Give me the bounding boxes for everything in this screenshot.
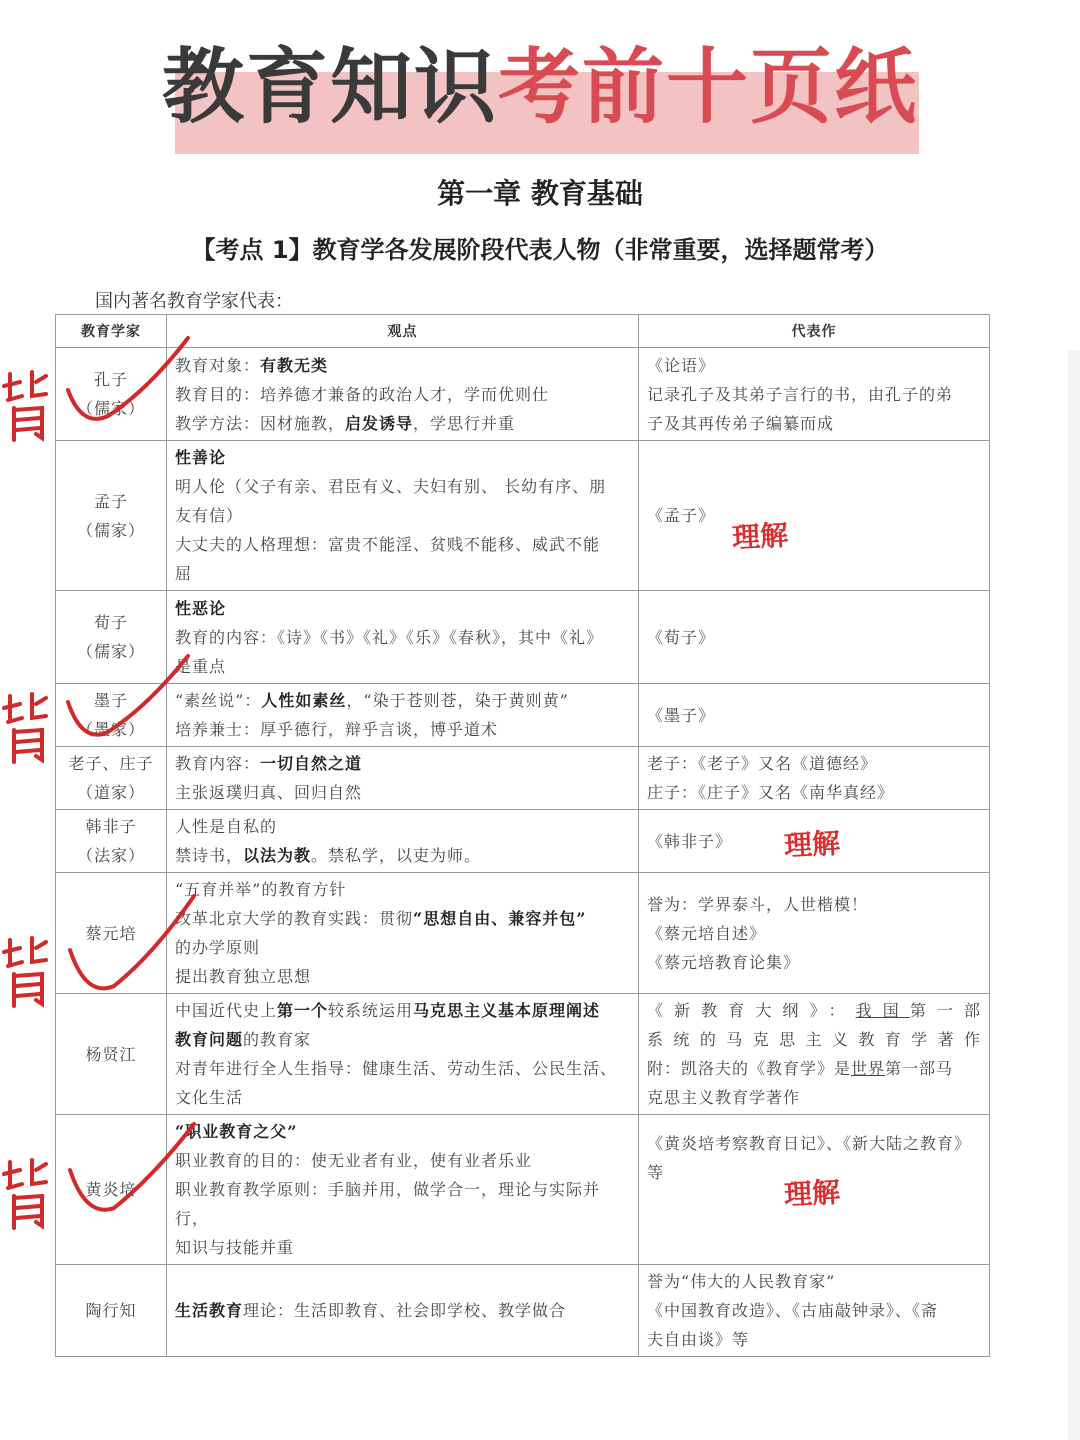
chapter-heading: 第一章 教育基础 [437,177,643,210]
educator-name: 老子、庄子 （道家） [56,747,167,810]
work-cell: 老子：《老子》又名《道德经》 庄子：《庄子》又名《南华真经》 [639,747,990,810]
table-row [56,1265,990,1357]
checkmark-icon [60,330,200,430]
table-row [56,994,990,1115]
work-cell: 《黄炎培考察教育日记》、《新大陆之教育》 等 [639,1115,990,1265]
work-cell: 誉为“伟大的人民教育家” 《中国教育改造》、《古庙敲钟录》、《斋 夫自由谈》等 [639,1265,990,1357]
checkmark-icon [62,1120,202,1220]
view-cell: 人性是自私的 禁诗书，以法为教。禁私学，以吏为师。 [167,810,639,873]
view-cell: “素丝说”：人性如素丝，“染于苍则苍，染于黄则黄” 培养兼士：厚乎德行，辩乎言谈，博乎道术 [167,684,639,747]
checkmark-icon [60,650,200,745]
educator-name: 黄炎培 [56,1115,167,1265]
view-cell: “职业教育之父” 职业教育的目的：使无业者有业，使有业者乐业 职业教育教学原则：手脑并用，做学合一，理论与实际并行， 知识与技能并重 [167,1115,639,1265]
work-cell: 《新教育大纲》：我国第一部 系统的马克思主义教育学著作 附：凯洛夫的《教育学》是世界第一部马 克思主义教育学著作 [639,994,990,1115]
educator-name: 杨贤江 [56,994,167,1115]
view-cell: 教育对象：有教无类 教育目的：培养德才兼备的政治人才，学而优则仕 教学方法：因材施教，启发诱导，学思行并重 [167,348,639,441]
view-cell: 性恶论 教育的内容：《诗》《书》《礼》《乐》《春秋》，其中《礼》 是重点 [167,591,639,684]
work-cell: 《韩非子》 [639,810,990,873]
table-row [56,810,990,873]
educator-name: 孔子 （儒家） [56,348,167,441]
table-row [56,747,990,810]
work-cell: 《论语》 记录孔子及其弟子言行的书，由孔子的弟 子及其再传弟子编纂而成 [639,348,990,441]
view-cell: 生活教育理论：生活即教育、社会即学校、教学做合 [167,1265,639,1357]
educator-name: 墨子 （墨家） [56,684,167,747]
annotation-understand: 理解 [731,518,789,555]
work-cell: 《墨子》 [639,684,990,747]
educator-name: 韩非子 （法家） [56,810,167,873]
recite-mark-icon [2,934,58,1010]
educator-name: 荀子 （儒家） [56,591,167,684]
recite-mark-icon [2,368,58,444]
view-cell: “五育并举”的教育方针 改革北京大学的教育实践：贯彻“思想自由、兼容并包” 的办学原则 提出教育独立思想 [167,873,639,994]
view-cell: 教育内容：一切自然之道 主张返璞归真、回归自然 [167,747,639,810]
header-view: 观点 [167,315,639,348]
educator-name: 陶行知 [56,1265,167,1357]
educator-name: 孟子 （儒家） [56,441,167,591]
intro-text: 国内著名教育学家代表： [95,291,293,312]
annotation-understand: 理解 [783,1175,841,1212]
annotation-understand: 理解 [783,826,841,863]
recite-mark-icon [2,1156,58,1232]
kaodian-heading: 【考点 1】教育学各发展阶段代表人物（非常重要，选择题常考） [191,236,889,264]
view-cell: 中国近代史上第一个较系统运用马克思主义基本原理阐述 教育问题的教育家 对青年进行全人生指导：健康生活、劳动生活、公民生活、 文化生活 [167,994,639,1115]
view-cell: 性善论 明人伦（父子有亲、君臣有义、夫妇有别、 长幼有序、朋 友有信） 大丈夫的人格理想：富贵不能淫、贫贱不能移、威武不能 屈 [167,441,639,591]
header-work: 代表作 [639,315,990,348]
work-cell: 《孟子》 [639,441,990,591]
page-edge-shadow [1068,350,1080,1440]
work-cell: 《荀子》 [639,591,990,684]
header-educator: 教育学家 [56,315,167,348]
work-cell: 誉为：学界泰斗，人世楷模！ 《蔡元培自述》 《蔡元培教育论集》 [639,873,990,994]
table-row [56,441,990,591]
page-title: 教育知识考前十页纸 [161,40,919,135]
checkmark-icon [62,890,202,1000]
recite-mark-icon [2,690,58,766]
educator-name: 蔡元培 [56,873,167,994]
